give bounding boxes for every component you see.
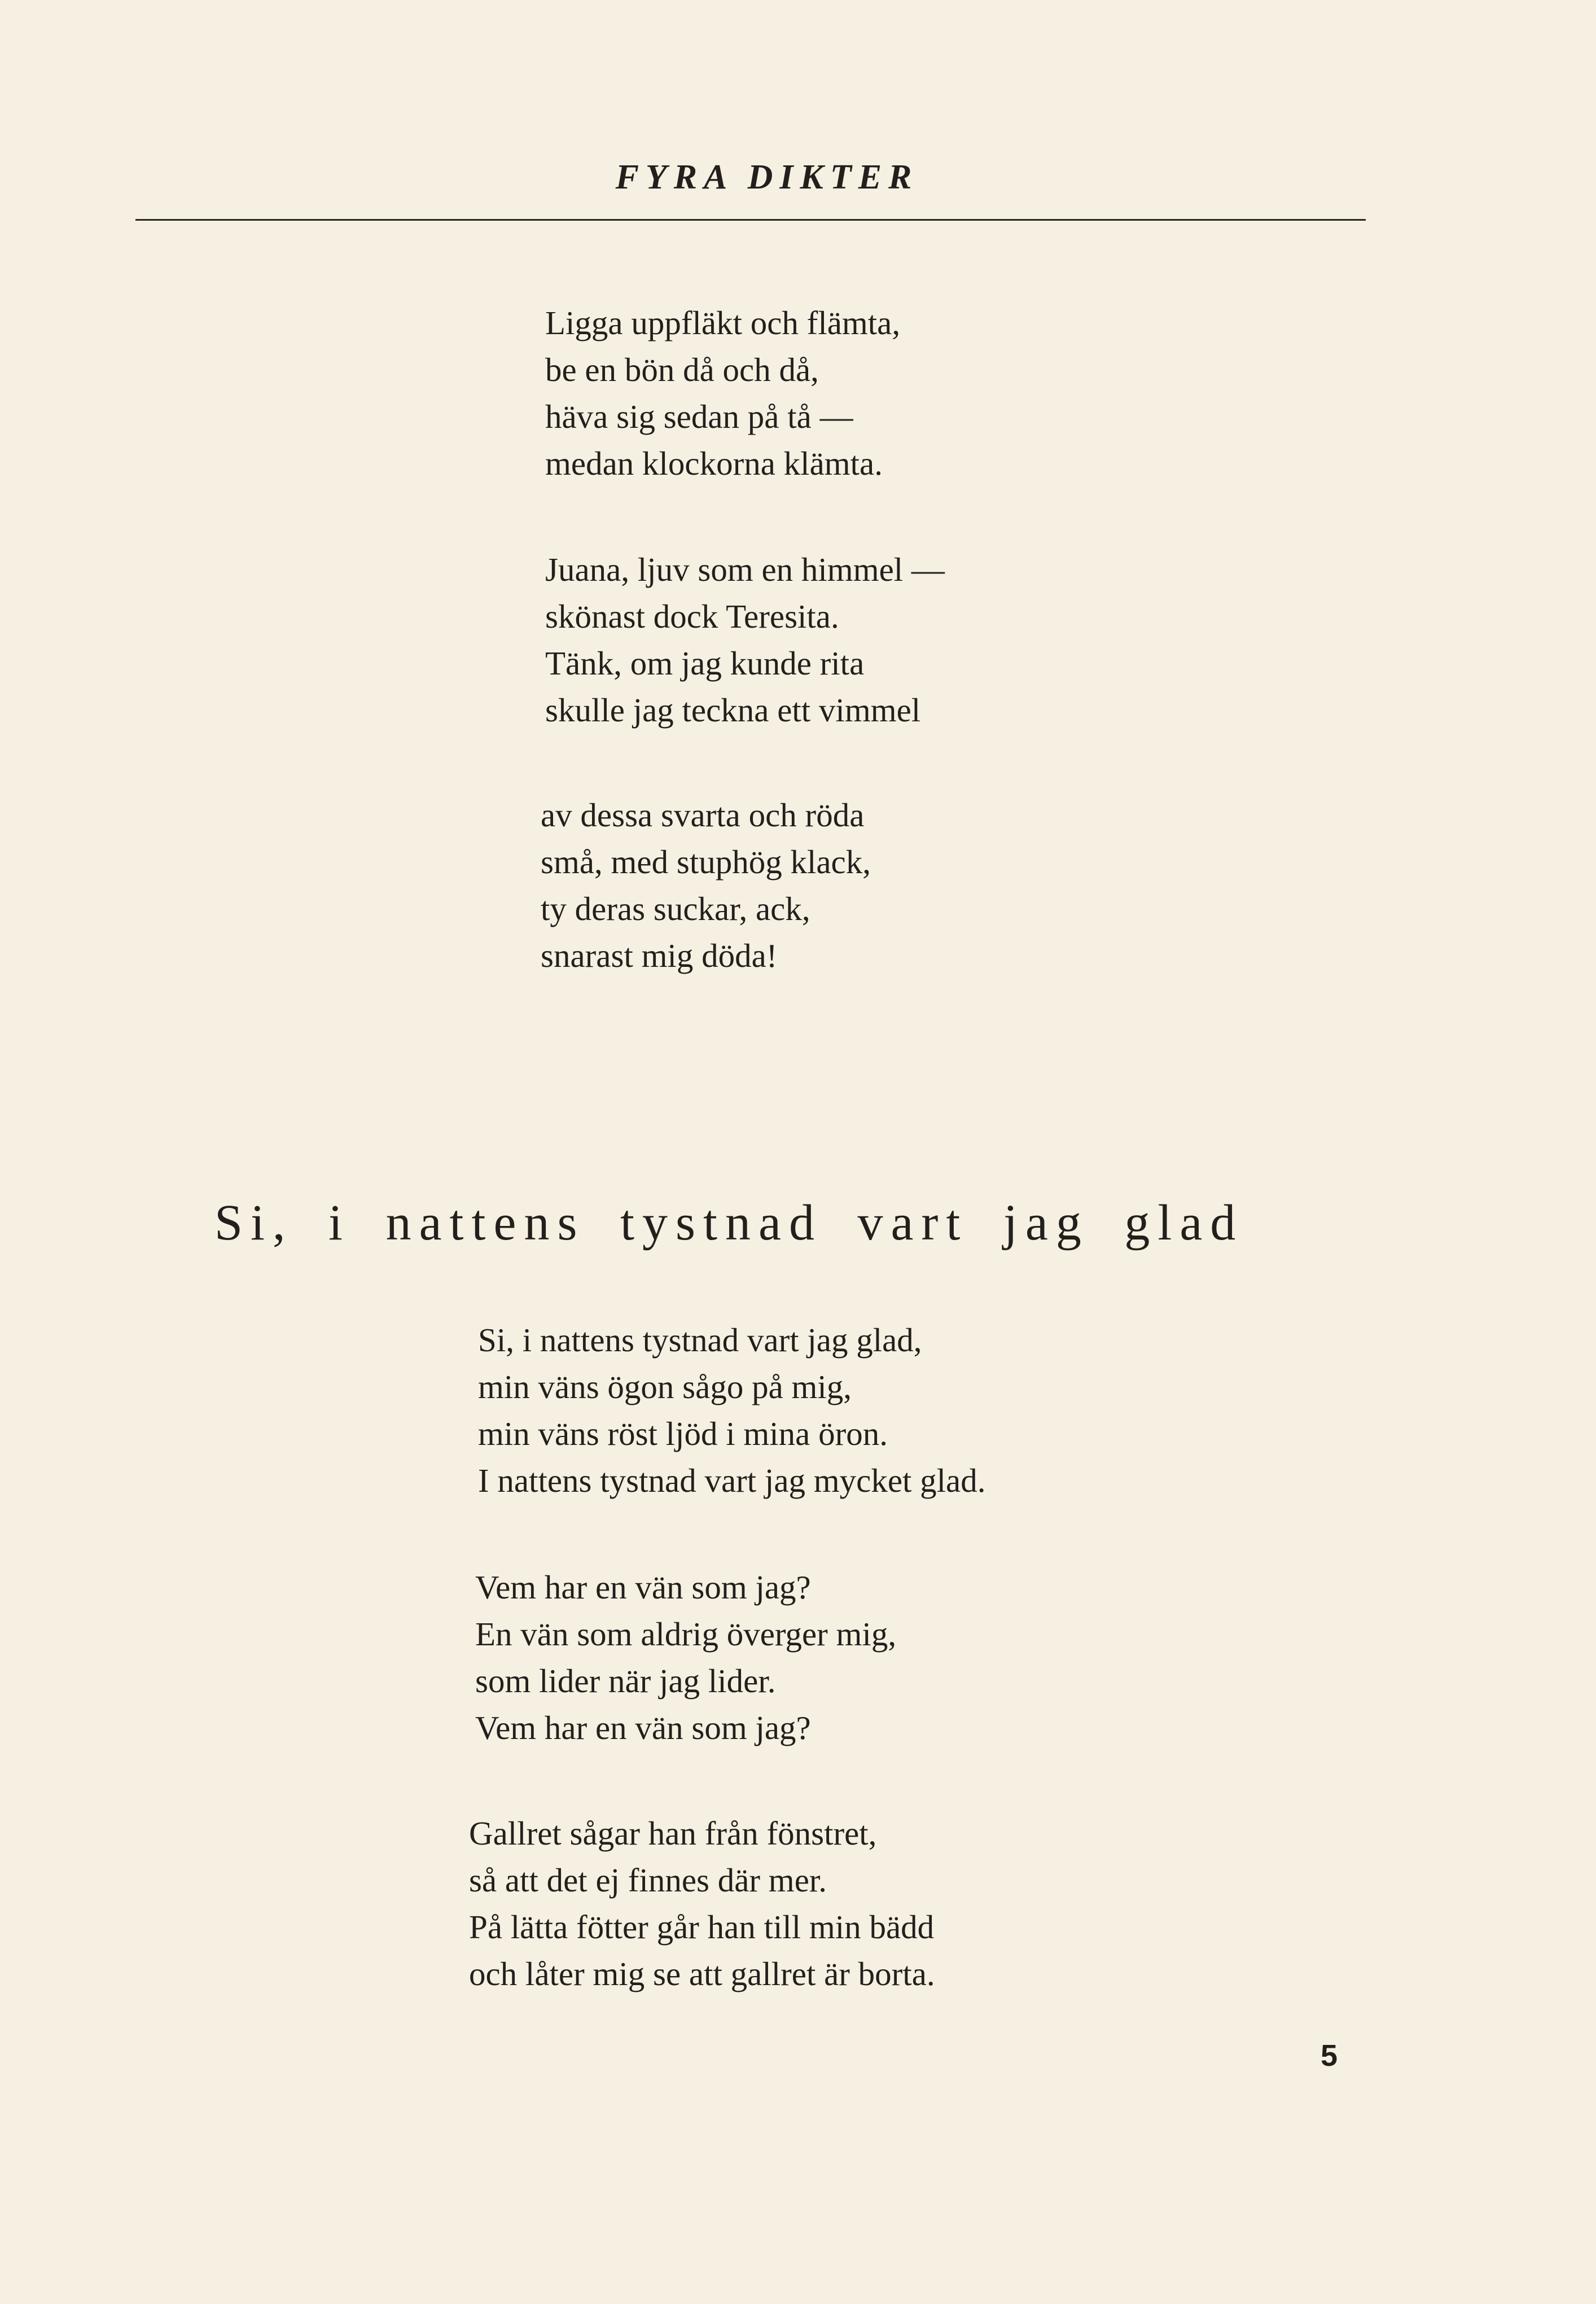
verse-line: som lider när jag lider.: [475, 1662, 776, 1699]
verse-line: min väns ögon sågo på mig,: [478, 1368, 852, 1405]
verse-line: och låter mig se att gallret är borta.: [469, 1955, 935, 1992]
verse-line: Ligga uppfläkt och flämta,: [545, 304, 901, 341]
verse-line: Vem har en vän som jag?: [475, 1709, 811, 1746]
verse-line: Gallret sågar han från fönstret,: [469, 1815, 877, 1852]
verse-line: Si, i nattens tystnad vart jag glad,: [478, 1321, 922, 1359]
verse-line: be en bön då och då,: [545, 351, 819, 388]
verse-line: häva sig sedan på tå —: [545, 398, 853, 435]
verse-line: så att det ej finnes där mer.: [469, 1861, 827, 1899]
poem-title: Si, i nattens tystnad vart jag glad: [214, 1195, 1244, 1251]
header-rule: [135, 219, 1366, 221]
poem-two-stanza: [475, 1564, 896, 1751]
poem-one-stanza: [545, 300, 900, 487]
verse-line: Vem har en vän som jag?: [475, 1569, 811, 1606]
verse-line: ty deras suckar, ack,: [541, 890, 810, 927]
verse-line: medan klockorna klämta.: [545, 445, 883, 482]
verse-line: I nattens tystnad vart jag mycket glad.: [478, 1462, 986, 1499]
poem-two-stanza: [469, 1810, 935, 1998]
page-number: 5: [1321, 2039, 1338, 2073]
verse-line: snarast mig döda!: [541, 937, 778, 974]
poem-one-stanza: [541, 792, 871, 979]
running-head: FYRA DIKTER: [615, 158, 919, 196]
verse-line: På lätta fötter går han till min bädd: [469, 1908, 935, 1946]
verse-line: skönast dock Teresita.: [545, 598, 839, 635]
verse-line: små, med stuphög klack,: [541, 843, 871, 881]
verse-line: En vän som aldrig överger mig,: [475, 1615, 897, 1653]
verse-line: min väns röst ljöd i mina öron.: [478, 1415, 888, 1452]
verse-line: Tänk, om jag kunde rita: [545, 645, 865, 682]
poem-two-stanza: [478, 1317, 986, 1504]
poem-one-stanza: [545, 546, 945, 734]
verse-line: Juana, ljuv som en himmel —: [545, 551, 945, 588]
verse-line: skulle jag teckna ett vimmel: [545, 691, 921, 729]
verse-line: av dessa svarta och röda: [541, 796, 865, 834]
